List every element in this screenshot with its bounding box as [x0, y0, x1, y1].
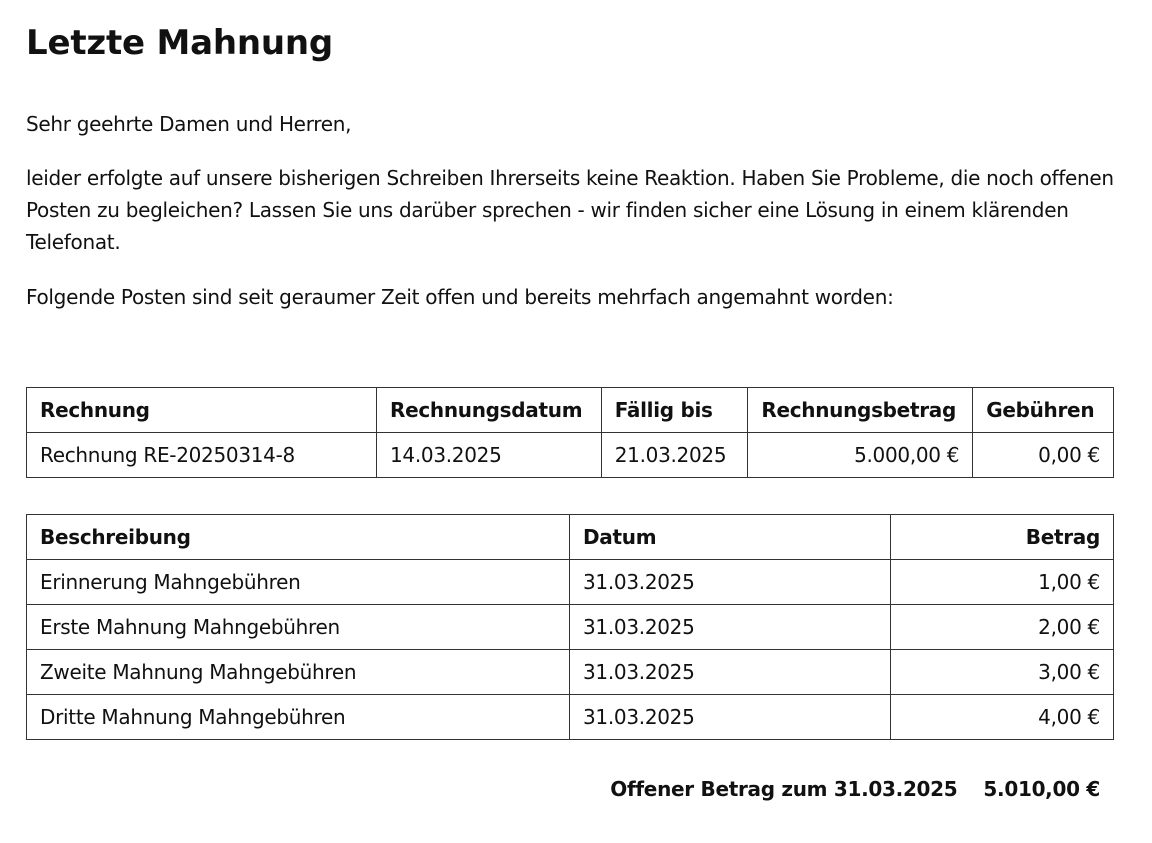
due-date: 21.03.2025 [601, 433, 748, 478]
header-invoice-amount: Rechnungsbetrag [748, 388, 973, 433]
fee-description: Erinnerung Mahngebühren [27, 560, 570, 605]
outstanding-total-amount: 5.010,00 € [983, 777, 1100, 801]
table-row [27, 605, 1114, 650]
invoice-date: 14.03.2025 [376, 433, 601, 478]
table-row [27, 650, 1114, 695]
header-amount: Betrag [891, 515, 1114, 560]
fee-amount: 4,00 € [891, 695, 1114, 740]
fee-description: Dritte Mahnung Mahngebühren [27, 695, 570, 740]
fees-table-header-row [27, 515, 1114, 560]
body-paragraph: leider erfolgte auf unsere bisherigen Schreiben Ihrerseits keine Reaktion. Haben Sie Probleme, die noch offenen Posten zu begleichen? Lassen Sie uns darüber sprechen - wir finden sicher eine Lösung in einem klärenden Telefonat. [26, 166, 1114, 254]
table-row [27, 560, 1114, 605]
invoice-number: Rechnung RE-20250314-8 [27, 433, 377, 478]
fee-amount: 3,00 € [891, 650, 1114, 695]
header-description: Beschreibung [27, 515, 570, 560]
greeting: Sehr geehrte Damen und Herren, [26, 112, 352, 136]
outstanding-total-label: Offener Betrag zum 31.03.2025 [610, 777, 958, 801]
invoice-fees: 0,00 € [973, 433, 1114, 478]
items-intro: Folgende Posten sind seit geraumer Zeit offen und bereits mehrfach angemahnt worden: [26, 285, 894, 309]
table-row [27, 695, 1114, 740]
header-due-date: Fällig bis [601, 388, 748, 433]
invoice-table-header-row [27, 388, 1114, 433]
header-invoice: Rechnung [27, 388, 377, 433]
fee-date: 31.03.2025 [570, 605, 891, 650]
outstanding-total [610, 772, 1100, 806]
fee-description: Erste Mahnung Mahngebühren [27, 605, 570, 650]
fee-description: Zweite Mahnung Mahngebühren [27, 650, 570, 695]
fee-date: 31.03.2025 [570, 560, 891, 605]
fee-date: 31.03.2025 [570, 695, 891, 740]
table-row [27, 433, 1114, 478]
fee-amount: 2,00 € [891, 605, 1114, 650]
header-fees: Gebühren [973, 388, 1114, 433]
letter-title: Letzte Mahnung [26, 23, 334, 63]
invoice-table [26, 387, 1114, 478]
fees-table [26, 514, 1114, 740]
fee-date: 31.03.2025 [570, 650, 891, 695]
fee-amount: 1,00 € [891, 560, 1114, 605]
header-invoice-date: Rechnungsdatum [376, 388, 601, 433]
header-date: Datum [570, 515, 891, 560]
invoice-amount: 5.000,00 € [748, 433, 973, 478]
